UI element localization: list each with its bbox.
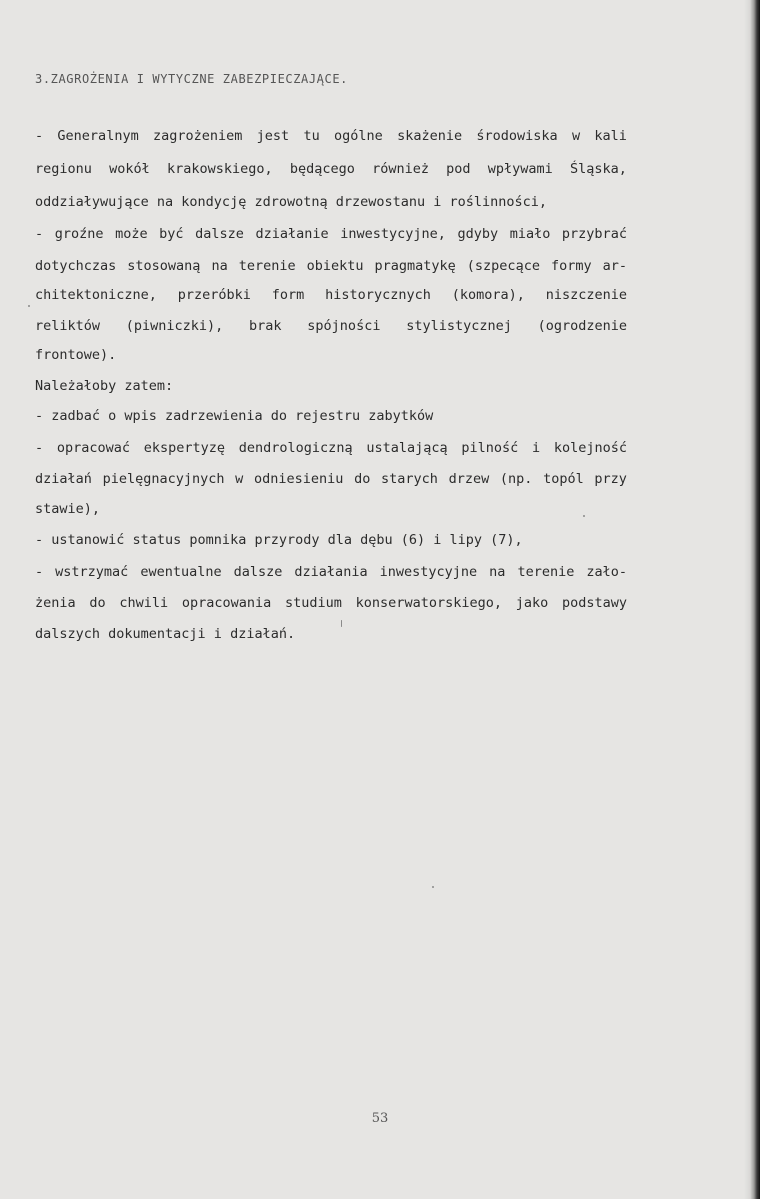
scan-speck (341, 620, 342, 627)
word: (piwniczki), (125, 318, 224, 334)
word: ewentualne (140, 564, 222, 580)
word: - (35, 128, 44, 144)
word: dendrologiczną (238, 440, 353, 456)
word: ogólne (334, 128, 383, 144)
text-line: dalszych dokumentacji i działań. (35, 626, 296, 642)
word: w (571, 128, 581, 144)
word: stosowaną (127, 258, 201, 274)
text-line: Należałoby zatem: (35, 378, 174, 394)
word: wstrzymać (55, 564, 129, 580)
word: historycznych (325, 287, 431, 303)
word: (komora), (451, 287, 525, 303)
word: - (35, 226, 44, 242)
word: ar- (602, 258, 627, 274)
word: form (271, 287, 305, 303)
word: topól (543, 471, 584, 487)
scan-speck (583, 515, 585, 517)
text-line (35, 316, 627, 336)
word: środowiska (476, 128, 558, 144)
text-line: stawie), (35, 501, 101, 517)
word: starych (381, 471, 438, 487)
word: podstawy (561, 595, 627, 611)
word: dalsze (195, 226, 244, 242)
word: zagrożeniem (152, 128, 243, 144)
word: i (531, 440, 541, 456)
text-line (35, 285, 627, 305)
section-heading: 3.ZAGROŻENIA I WYTYCZNE ZABEZPIECZAJĄCE. (35, 72, 348, 86)
text-line (35, 593, 627, 613)
word: wpływami (487, 161, 553, 177)
word: działanie (255, 226, 329, 242)
word: chitektoniczne, (35, 287, 157, 303)
word: - (35, 440, 44, 456)
word: do (354, 471, 371, 487)
word: pielęgnacyjnych (102, 471, 225, 487)
scan-speck (28, 305, 30, 307)
word: w (235, 471, 244, 487)
word: (np. (499, 471, 533, 487)
word: będącego (289, 161, 355, 177)
word: przeróbki (177, 287, 251, 303)
scan-speck (432, 886, 434, 888)
word: ekspertyzę (143, 440, 226, 456)
word: przy (594, 471, 627, 487)
word: - (35, 564, 44, 580)
word: terenie (238, 258, 296, 274)
word: groźne (54, 226, 104, 242)
word: krakowskiego, (166, 161, 273, 177)
word: żenia (35, 595, 76, 611)
word: brak (249, 318, 282, 334)
word: również (372, 161, 429, 177)
scan-edge (750, 0, 760, 1199)
word: formy (550, 258, 592, 274)
word: opracować (56, 440, 131, 456)
word: przybrać (561, 226, 627, 242)
text-line (35, 159, 627, 179)
word: pragmatykę (374, 258, 456, 274)
text-line (35, 126, 627, 146)
word: regionu (35, 161, 92, 177)
page-number: 53 (371, 1111, 389, 1126)
word: do (89, 595, 106, 611)
word: kolejność (553, 440, 627, 456)
word: Generalnym (57, 128, 139, 144)
text-line (35, 562, 627, 582)
text-line: frontowe). (35, 347, 117, 363)
word: być (159, 226, 184, 242)
word: jest (256, 128, 290, 144)
word: na (489, 564, 506, 580)
word: pilność (461, 440, 519, 456)
word: inwestycyjne, (340, 226, 446, 242)
word: (ogrodzenie (537, 318, 627, 334)
word: wokół (109, 161, 150, 177)
word: dalsze (233, 564, 283, 580)
word: stylistycznej (406, 318, 512, 334)
word: może (115, 226, 148, 242)
word: jako (515, 595, 549, 611)
text-line: - ustanowić status pomnika przyrody dla dębu (6) i lipy (7), (35, 532, 523, 548)
word: inwestycyjne (379, 564, 478, 580)
word: Śląska, (570, 161, 627, 177)
word: odniesieniu (253, 471, 344, 487)
text-line (35, 438, 627, 458)
word: terenie (517, 564, 575, 580)
word: ustalającą (366, 440, 448, 456)
word: konserwatorskiego, (355, 595, 502, 611)
word: niszczenie (545, 287, 627, 303)
word: gdyby (457, 226, 499, 242)
word: miało (509, 226, 551, 242)
word: drzew (448, 471, 490, 487)
word: opracowania (181, 595, 272, 611)
word: skażenie (397, 128, 463, 144)
word: obiektu (306, 258, 364, 274)
word: działania (294, 564, 368, 580)
text-line (35, 469, 627, 489)
text-line: - zadbać o wpis zadrzewienia do rejestru zabytków (35, 408, 434, 424)
word: tu (303, 128, 320, 144)
text-line: oddziaływujące na kondycję zdrowotną drzewostanu i roślinności, (35, 194, 548, 210)
text-line (35, 256, 627, 276)
word: reliktów (35, 318, 101, 334)
word: zało- (586, 564, 627, 580)
word: pod (446, 161, 471, 177)
word: studium (285, 595, 342, 611)
word: na (211, 258, 228, 274)
word: chwili (119, 595, 169, 611)
word: kali (594, 128, 627, 144)
text-line (35, 224, 627, 244)
word: spójności (307, 318, 381, 334)
word: dotychczas (35, 258, 117, 274)
word: działań (35, 471, 92, 487)
word: (szpecące (466, 258, 540, 274)
